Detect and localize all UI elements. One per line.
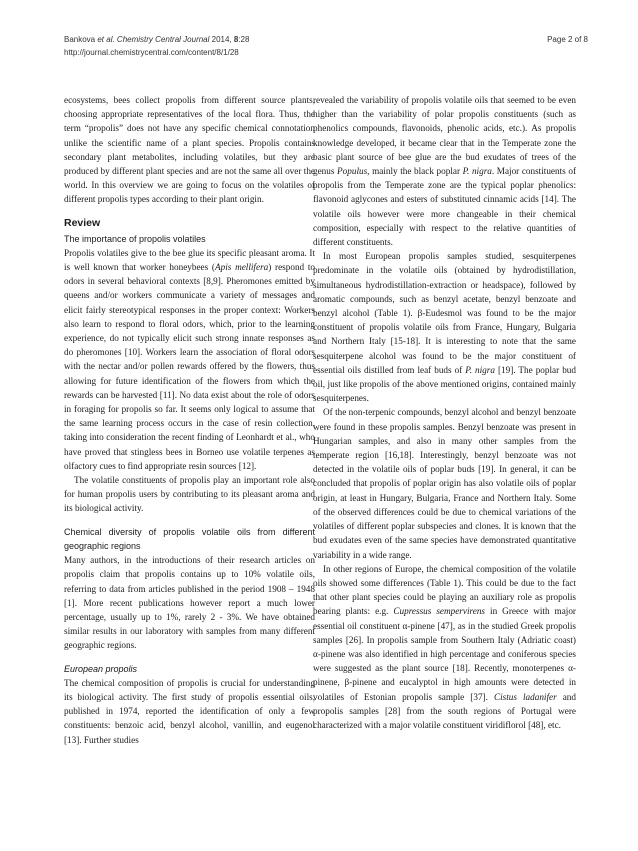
importance-paragraph-2: The volatile constituents of propolis play an important role also for human propolis users by contributing to its pleasant aroma and its biological activity.: [64, 475, 315, 514]
citation-journal: et al. Chemistry Central Journal: [97, 35, 210, 44]
european-heading: European propolis: [64, 663, 138, 674]
species-name: Cistus ladanifer: [493, 691, 557, 702]
european-paragraph-1: The chemical composition of propolis is crucial for understanding its biological activity. The first study of propolis essential oils, published in 1974, reported the identification of only a few constituents: benzoic acid, benzyl alcohol, vanillin, and eugenol [13]. Further studies: [64, 677, 315, 745]
diversity-paragraph-1: Many authors, in the introductions of their research articles on propolis claim that propolis contains up to 10% volatile oils, referring to data from articles published in the period 1908 – 1948 [1]. More recent publications however report a much lower percentage, usually up to 1%, rarely 2 - 3%. We have obtained similar results in our laboratory with samples from many different geographic regions.: [64, 555, 315, 651]
right-paragraph-4: In other regions of Europe, the chemical composition of the volatile oils showed some differences (Table 1). This could be due to the fact that other plant species could be playing an auxiliary role as propolis bearing plants: e.g. Cupressus sempervirens in Greece with major essential oil constituent α-pinene [47], as in the studied Greek propolis samples [26]. In propolis sample from Southern Italy (Adriatic coast) α-pinene was also identified in high percentage and coniferous species were suggested as the plant source [18]. Recently, monoterpenes α-pinene, β-pinene and eucalyptol in high amounts were detected in volatiles of Estonian propolis sample [37]. Cistus ladanifer and propolis samples [28] from the south regions of Portugal were characterized with a major volatile constituent viridiflorol [48], etc.: [313, 563, 576, 730]
right-paragraph-2: In most European propolis samples studied, sesquiterpenes predominate in the volatile oils (obtained by hydrodistillation, simultaneous hydrodistillation-extraction or headspace), followed by aromatic compounds, such as benzyl acetate, benzyl benzoate and benzyl alcohol (Table 1). β-Eudesmol was found to be the major constituent of propolis volatile oils from France, Hungary, Bulgaria and Northern Italy [15-18]. It is interesting to note that the same sesquiterpene alcohol was found to be the major constituent of essential oils distilled from leaf buds of P. nigra [19]. The poplar bud oil, just like propolis of the above mentioned origins, contained mainly sesquiterpenes.: [313, 251, 576, 404]
citation-authors: Bankova: [64, 35, 98, 44]
left-column: [64, 93, 315, 747]
importance-heading: The importance of propolis volatiles: [64, 233, 206, 244]
importance-paragraph-1: Propolis volatiles give to the bee glue its specific pleasant aroma. It is well known that worker honeybees (Apis mellifera) respond to odors in several behavioral contexts [8,9]. Pheromones emitted by queens and/or workers communicate a variety of messages and elicit fairly stereotypical responses in the proper context: Workers also learn to respond to floral odors, which, prior to the learning experience, do not typically elicit such strong innate responses as do pheromones [10]. Workers learn the association of floral odors with the nectar and/or pollen rewards offered by the flowers, thus allowing for future identification of the flowers from which the rewards can be harvested [11]. No data exist about the role of odors in foraging for propolis so far. It seems only logical to assume that the same learning process occurs in the case of resin collection, taking into consideration the recent finding of Leonhardt et al., who have proved that stingless bees in Borneo use volatile terpenes as olfactory cues to find appropriate resin sources [12].: [64, 247, 316, 471]
citation-volume: 8: [233, 35, 239, 44]
diversity-heading: Chemical diversity of propolis volatile oils from different geographic regions: [64, 526, 315, 551]
right-paragraph-1: revealed the variability of propolis volatile oils that seemed to be even higher than the variability of polar propolis constituents (such as phenolics compounds, flavonoids, phenolic acids, etc.). As propolis knowledge developed, it became clear that in the Temperate zone the basic plant source of bee glue are the bud exudates of trees of the genus Populus, mainly the black poplar P. nigra. Major constituents of propolis from the Temperate zone are the typical poplar phenolics: flavonoid aglycones and esters of substituted cinnamic acids [14]. The volatile oils however were more changeable in their chemical composition, especially with respect to the relative quantities of different constituents.: [313, 95, 576, 248]
species-name: Apis mellifera: [215, 262, 269, 273]
species-name: Cupressus sempervirens: [393, 606, 485, 617]
page-number: Page 2 of 8: [547, 35, 588, 44]
genus-name: Populus: [337, 166, 368, 177]
right-paragraph-3: Of the non-terpenic compounds, benzyl alcohol and benzyl benzoate were found in these propolis samples. Benzyl benzoate was present in Hungarian samples, and also in many other samples from the temperate region [16,18]. Interestingly, benzyl benzoate was not detected in the volatile oils of poplar buds [19]. In general, it can be concluded that propolis of poplar origin has also volatile oils of poplar origin, at least in Hungary, Bulgaria, France and Northern Italy. Some of the observed differences could be due to chemical variations of the volatiles of different poplar subspecies and clones. It is known that the bud exudates even of the same species have demonstrated quantitative variability in a wide range.: [313, 407, 576, 560]
review-heading: Review: [64, 216, 101, 229]
species-name: P. nigra: [462, 166, 492, 177]
article-url[interactable]: http://journal.chemistrycentral.com/content/8/1/28: [64, 48, 239, 57]
citation-year: 2014,: [209, 35, 234, 44]
intro-paragraph: ecosystems, bees collect propolis from different source plants, choosing appropriate representatives of the local flora. Thus, the term “propolis” does not have any specific chemical connotation unlike the scientific name of a plant species. Propolis contains secondary plant metabolites, including volatiles, but they are produced by different plant species and are not the same all over the world. In this overview we are going to focus on the volatiles of different propolis types according to their plant origin.: [64, 95, 315, 205]
citation-line: [64, 34, 249, 46]
citation-article: :28: [238, 35, 250, 44]
species-name: P. nigra: [465, 364, 495, 375]
right-column: [313, 93, 576, 732]
